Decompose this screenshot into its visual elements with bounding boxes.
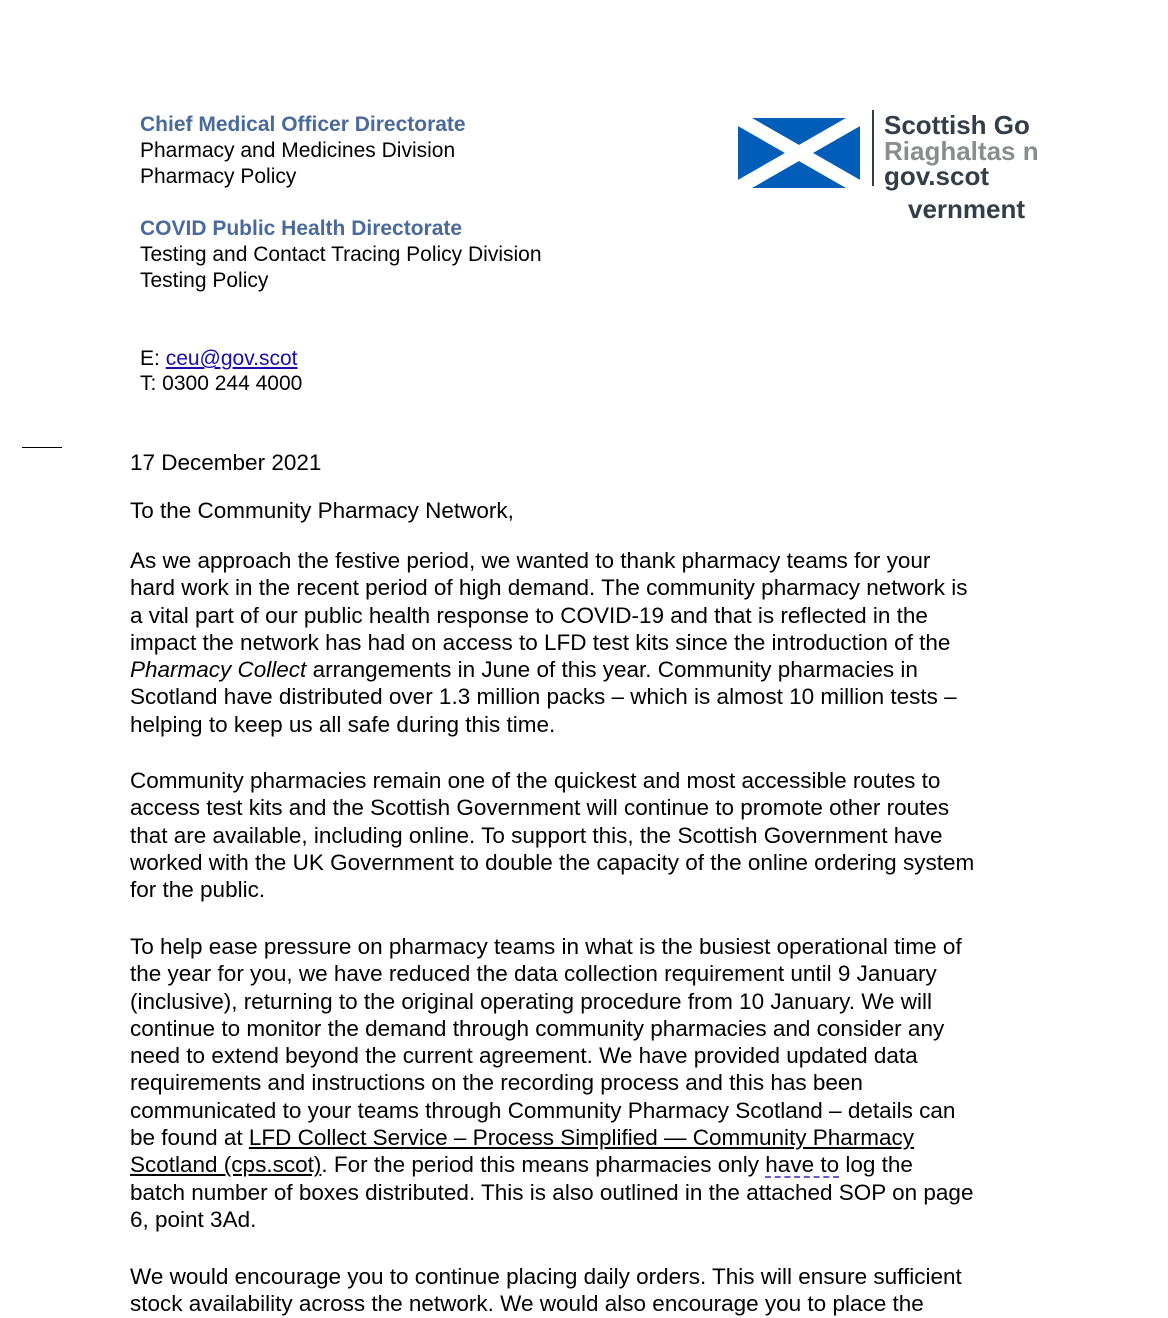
- text-line: requirements and instructions on the recording process and this has been: [130, 1070, 863, 1096]
- logo-divider: [872, 110, 874, 186]
- directorate-title: COVID Public Health Directorate: [140, 217, 463, 240]
- text-line: 6, point 3Ad.: [130, 1206, 257, 1232]
- logo-text-gaelic: Riaghaltas n: [884, 136, 1039, 166]
- paragraph-2: [130, 767, 1050, 903]
- text-line: impact the network has had on access to LFD test kits since the introduction of the: [130, 629, 951, 655]
- text-line: the year for you, we have reduced the data collection requirement until 9 January: [130, 961, 937, 987]
- text-line: To help ease pressure on pharmacy teams in what is the busiest operational time of: [130, 934, 962, 959]
- italic-term: Pharmacy Collect: [130, 657, 307, 683]
- text-fragment: log the: [839, 1152, 913, 1178]
- email-label: E:: [140, 347, 166, 370]
- policy-name: Testing Policy: [140, 269, 269, 292]
- text-line: that are available, including online. To support this, the Scottish Government have: [130, 822, 943, 848]
- text-line: (inclusive), returning to the original operating procedure from 10 January. We will: [130, 988, 933, 1014]
- directorate-block-cmo: [140, 112, 466, 190]
- division-name: Testing and Contact Tracing Policy Division: [140, 243, 542, 266]
- text-line: for the public.: [130, 877, 266, 903]
- text-fragment: be found at: [130, 1125, 249, 1151]
- text-line: We would encourage you to continue placing daily orders. This will ensure sufficient: [130, 1264, 962, 1289]
- salutation: To the Community Pharmacy Network,: [130, 498, 514, 523]
- email-link[interactable]: ceu@gov.scot: [165, 347, 298, 370]
- cps-link-part-1[interactable]: LFD Collect Service – Process Simplified — Community Pharmacy: [248, 1125, 915, 1151]
- text-line: communicated to your teams through Community Pharmacy Scotland – details can: [130, 1097, 956, 1123]
- text-line: need to extend beyond the current agreement. We have provided updated data: [130, 1043, 918, 1069]
- text-line: hard work in the recent period of high demand. The community pharmacy network is: [130, 575, 968, 601]
- scottish-government-logo: [738, 110, 1048, 225]
- grammar-flag[interactable]: have to: [765, 1152, 840, 1178]
- contact-details: [140, 346, 302, 396]
- paragraph-3: [130, 933, 1050, 1233]
- phone-line: T: 0300 244 4000: [140, 372, 303, 395]
- email-line: [140, 346, 302, 371]
- cps-link-part-2[interactable]: Scotland (cps.scot): [130, 1152, 322, 1178]
- text-line: Community pharmacies remain one of the quickest and most accessible routes to: [130, 768, 941, 793]
- text-line: stock availability across the network. We would also encourage you to place the: [130, 1291, 924, 1317]
- logo-text-english: Scottish Go: [884, 110, 1030, 140]
- text-line: continue to monitor the demand through community pharmacies and consider any: [130, 1015, 945, 1041]
- letter-date: 17 December 2021: [130, 450, 322, 475]
- saltire-flag-icon: [738, 118, 860, 188]
- policy-name: Pharmacy Policy: [140, 165, 297, 188]
- text-line: As we approach the festive period, we wanted to thank pharmacy teams for your: [130, 548, 931, 573]
- text-fragment: arrangements in June of this year. Community pharmacies in: [306, 657, 918, 683]
- text-line: [130, 1151, 1050, 1178]
- division-name: Pharmacy and Medicines Division: [140, 139, 456, 162]
- text-line: access test kits and the Scottish Government will continue to promote other routes: [130, 795, 950, 821]
- text-line: worked with the UK Government to double the capacity of the online ordering system: [130, 849, 975, 875]
- text-line: helping to keep us all safe during this time.: [130, 711, 556, 737]
- text-line: batch number of boxes distributed. This is also outlined in the attached SOP on page: [130, 1179, 974, 1205]
- text-line: [130, 656, 1050, 683]
- logo-text-domain: gov.scot: [884, 161, 989, 191]
- text-line: a vital part of our public health response to COVID-19 and that is reflected in the: [130, 602, 928, 628]
- paragraph-1: [130, 547, 1050, 738]
- logo-text-wrap: vernment: [908, 194, 1026, 224]
- margin-marker: [22, 447, 62, 448]
- text-line: Scotland have distributed over 1.3 million packs – which is almost 10 million tests –: [130, 684, 957, 710]
- directorate-block-covid: [140, 216, 542, 294]
- text-line: [130, 1124, 1050, 1151]
- paragraph-4: [130, 1263, 1050, 1318]
- directorate-title: Chief Medical Officer Directorate: [140, 113, 466, 136]
- text-fragment: . For the period this means pharmacies only: [321, 1152, 766, 1178]
